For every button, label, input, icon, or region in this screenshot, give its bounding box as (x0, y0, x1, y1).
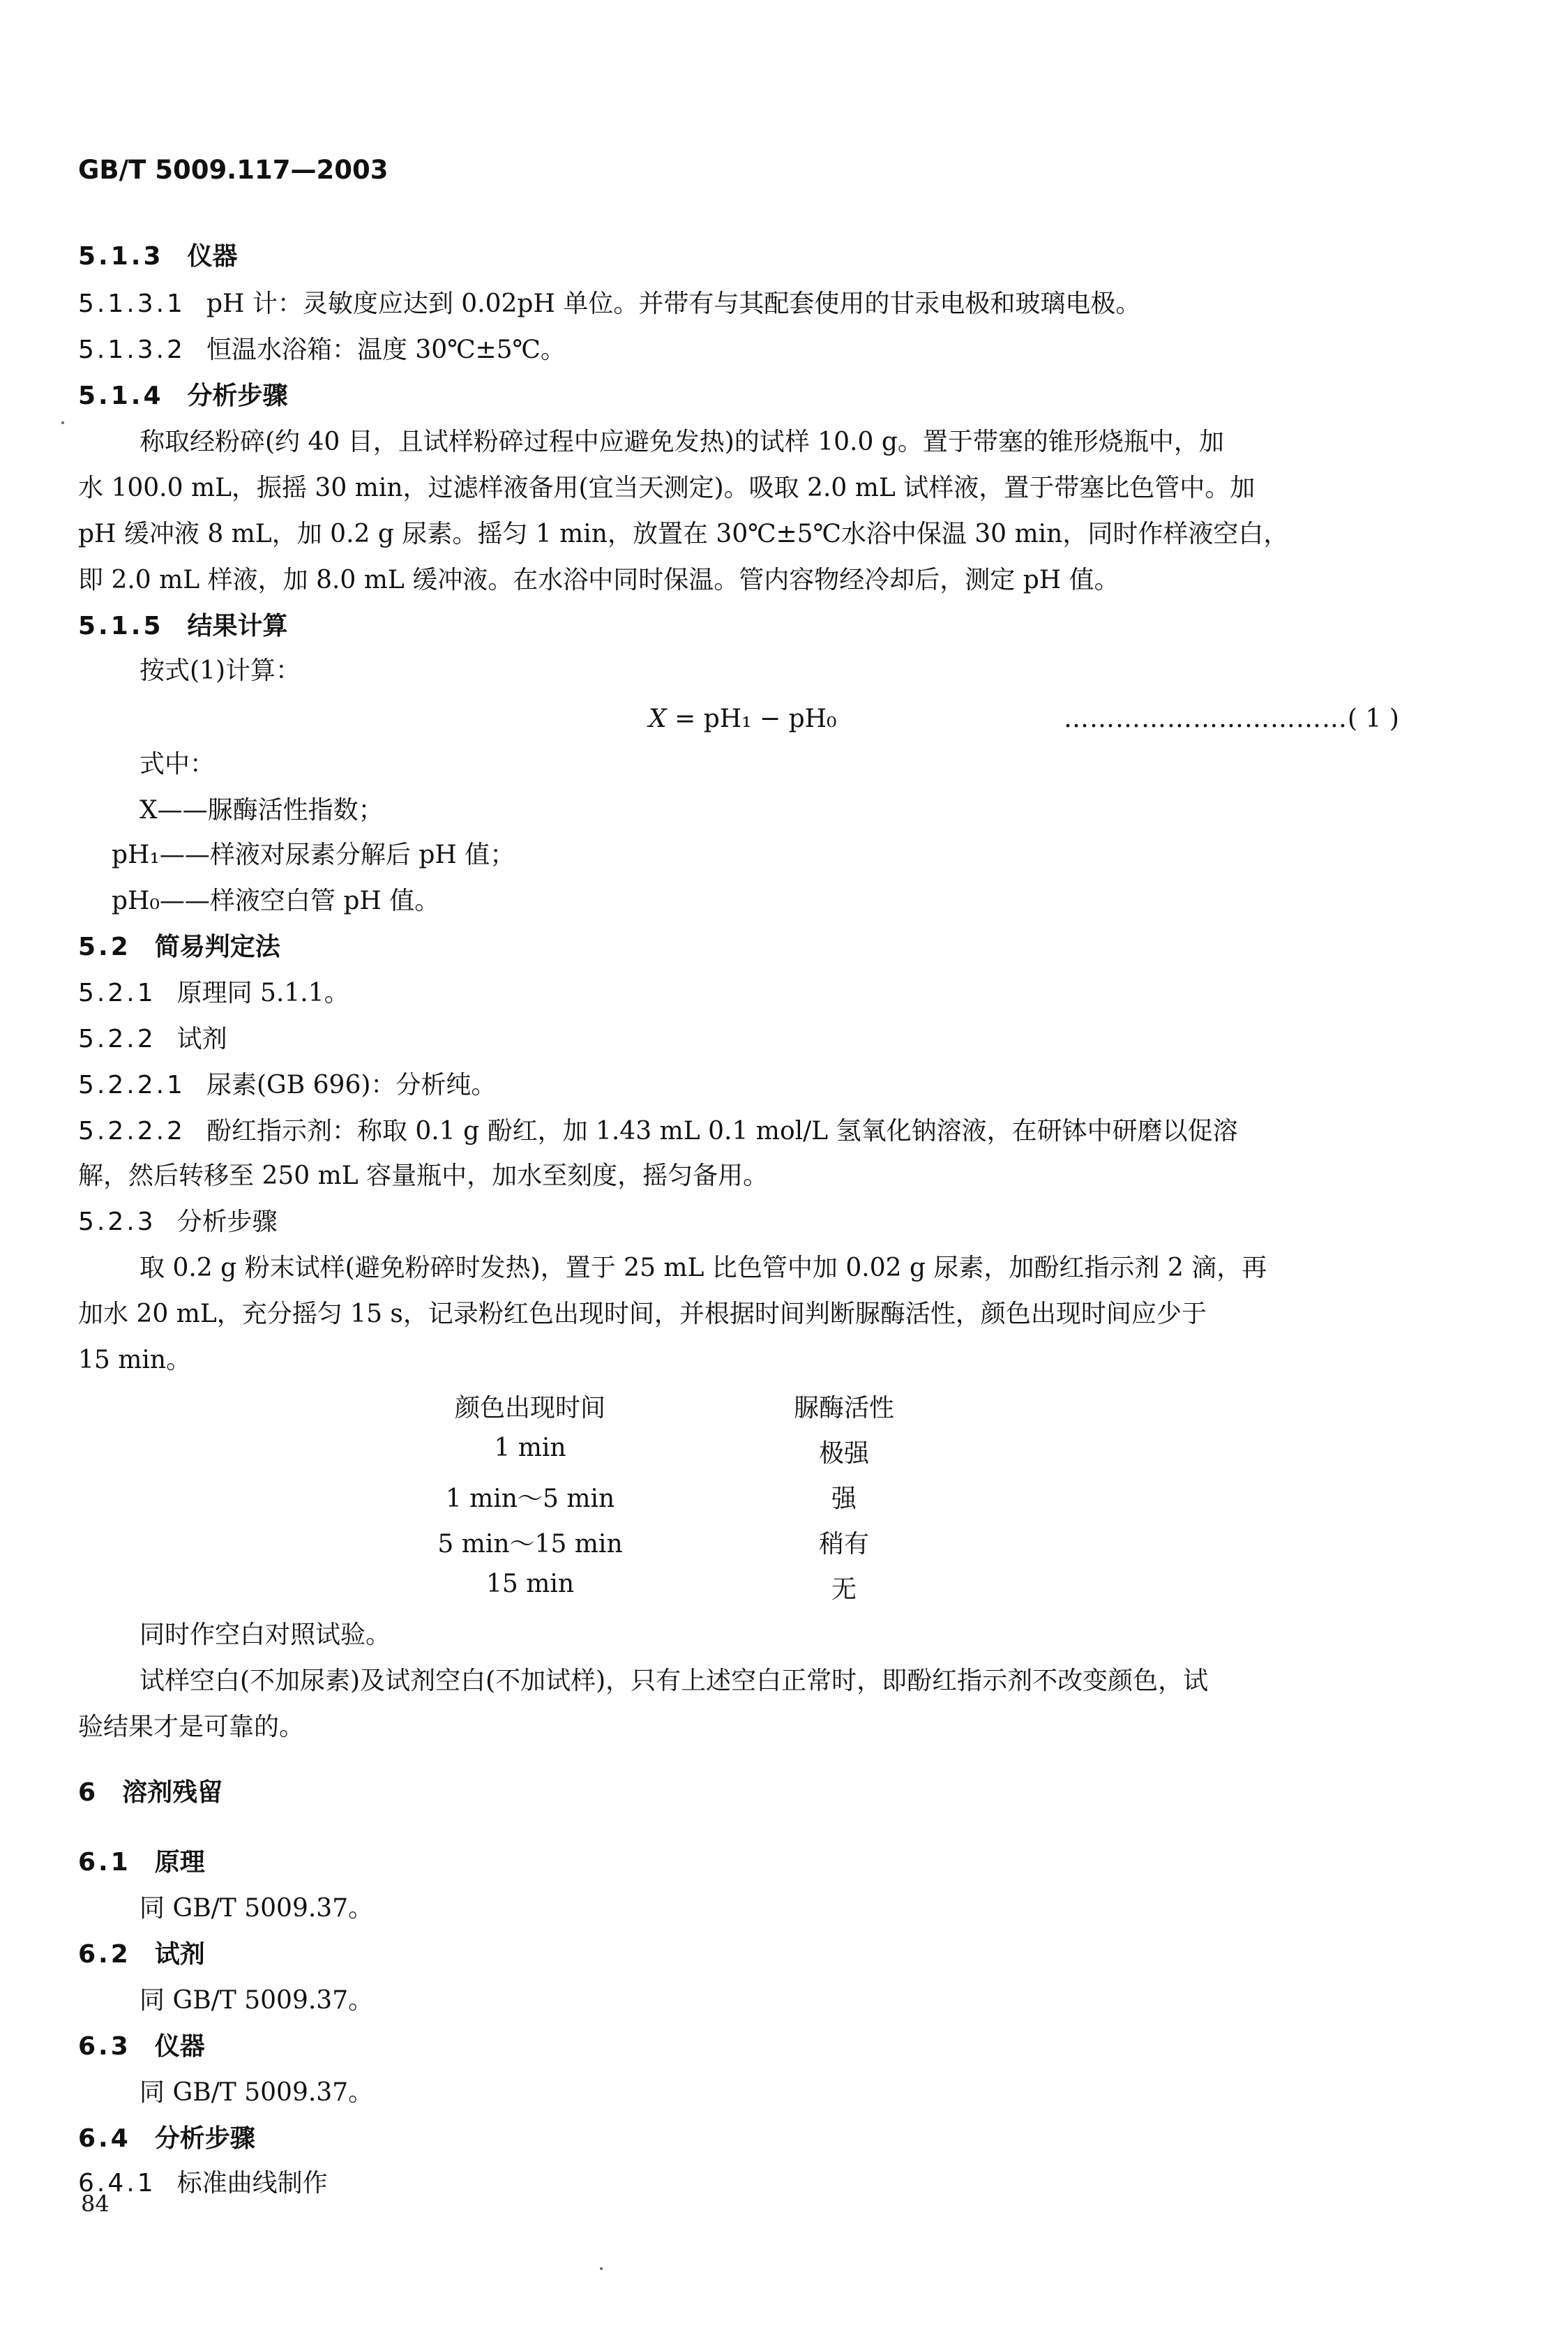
column-header: 脲酶活性 (793, 1394, 894, 1422)
paragraph-line: 同 GB/T 5009.37。 (140, 1986, 374, 2015)
clause-5-2-2-2: 5.2.2.2 酚红指示剂：称取 0.1 g 酚红，加 1.43 mL 0.1 mol/L 氢氧化钠溶液，在研钵中研磨以促溶 (78, 1117, 1238, 1145)
table-cell: 15 min (485, 1570, 575, 1598)
urease-activity-table (363, 1388, 990, 1615)
paragraph-line: 同 GB/T 5009.37。 (140, 1894, 374, 1923)
scan-speck (61, 421, 64, 424)
equation-number: ……………………………( 1 ) (1064, 705, 1399, 733)
definition-ph0: pH₀——样液空白管 pH 值。 (112, 887, 440, 915)
heading-5-1-3: 5.1.3 仪器 (78, 242, 238, 271)
definition-ph1: pH₁——样液对尿素分解后 pH 值； (112, 841, 515, 869)
paragraph-line: pH 缓冲液 8 mL，加 0.2 g 尿素。摇匀 1 min，放置在 30℃±5℃水浴中保温 30 min，同时作样液空白， (78, 520, 1289, 548)
formula: X = pH₁ − pH₀ (649, 705, 837, 733)
table-cell: 1 min (494, 1434, 566, 1462)
clause-5-1-3-2: 5.1.3.2 恒温水浴箱：温度 30℃±5℃。 (78, 336, 566, 364)
clause-5-2-2-1: 5.2.2.1 尿素(GB 696)：分析纯。 (78, 1071, 497, 1099)
table-row (363, 1570, 990, 1615)
column-header: 颜色出现时间 (454, 1394, 605, 1422)
heading-5-1-4: 5.1.4 分析步骤 (78, 382, 288, 410)
paragraph-line: 水 100.0 mL，振摇 30 min，过滤样液备用(宜当天测定)。吸取 2.0 mL 试样液，置于带塞比色管中。加 (78, 474, 1256, 502)
table-cell: 强 (831, 1485, 857, 1513)
paragraph-line: 15 min。 (78, 1346, 192, 1374)
clause-6-4-1: 6.4.1 标准曲线制作 (78, 2169, 328, 2198)
definition-x: X——脲酶活性指数； (140, 796, 384, 825)
table-cell: 1 min～5 min (445, 1485, 615, 1513)
heading-6-1: 6.1 原理 (78, 1848, 205, 1877)
table-header-row (363, 1388, 990, 1434)
paragraph-line: 称取经粉碎(约 40 目，且试样粉碎过程中应避免发热)的试样 10.0 g。置于带塞的锥形烧瓶中，加 (140, 428, 1224, 456)
table-row (363, 1434, 990, 1479)
where-label: 式中： (140, 750, 216, 779)
formula-intro: 按式(1)计算： (140, 656, 301, 685)
paragraph-line: 试样空白(不加尿素)及试剂空白(不加试样)，只有上述空白正常时，即酚红指示剂不改变颜色，试 (140, 1667, 1209, 1695)
paragraph-line: 验结果才是可靠的。 (78, 1713, 305, 1741)
heading-6-4: 6.4 分析步骤 (78, 2124, 255, 2153)
heading-6-3: 6.3 仪器 (78, 2032, 205, 2061)
heading-6-2: 6.2 试剂 (78, 1940, 205, 1969)
heading-6: 6 溶剂残留 (78, 1778, 223, 1807)
clause-5-2-2: 5.2.2 试剂 (78, 1025, 227, 1053)
clause-5-2-1: 5.2.1 原理同 5.1.1。 (78, 979, 349, 1007)
paragraph-line: 加水 20 mL，充分摇匀 15 s，记录粉红色出现时间，并根据时间判断脲酶活性，颜色出现时间应少于 (78, 1300, 1207, 1328)
paragraph-line: 取 0.2 g 粉末试样(避免粉碎时发热)，置于 25 mL 比色管中加 0.02 g 尿素，加酚红指示剂 2 滴，再 (140, 1254, 1267, 1282)
paragraph-line: 解，然后转移至 250 mL 容量瓶中，加水至刻度，摇匀备用。 (78, 1162, 769, 1190)
heading-5-2: 5.2 简易判定法 (78, 933, 280, 961)
paragraph-line: 同时作空白对照试验。 (140, 1621, 391, 1649)
table-row (363, 1479, 990, 1524)
clause-5-2-3: 5.2.3 分析步骤 (78, 1208, 278, 1236)
scan-speck (600, 2267, 603, 2270)
table-cell: 5 min～15 min (437, 1530, 623, 1558)
document-id: GB/T 5009.117—2003 (78, 155, 389, 185)
heading-5-1-5: 5.1.5 结果计算 (78, 612, 288, 640)
clause-5-1-3-1: 5.1.3.1 pH 计：灵敏度应达到 0.02pH 单位。并带有与其配套使用的甘汞电极和玻璃电极。 (78, 290, 1141, 318)
paragraph-line: 同 GB/T 5009.37。 (140, 2078, 374, 2107)
page-number: 84 (81, 2191, 110, 2217)
paragraph-line: 即 2.0 mL 样液，加 8.0 mL 缓冲液。在水浴中同时保温。管内容物经冷却后，测定 pH 值。 (78, 566, 1120, 594)
table-row (363, 1524, 990, 1570)
table-cell: 稍有 (818, 1530, 869, 1558)
table-cell: 无 (831, 1575, 857, 1604)
table-cell: 极强 (818, 1439, 869, 1468)
